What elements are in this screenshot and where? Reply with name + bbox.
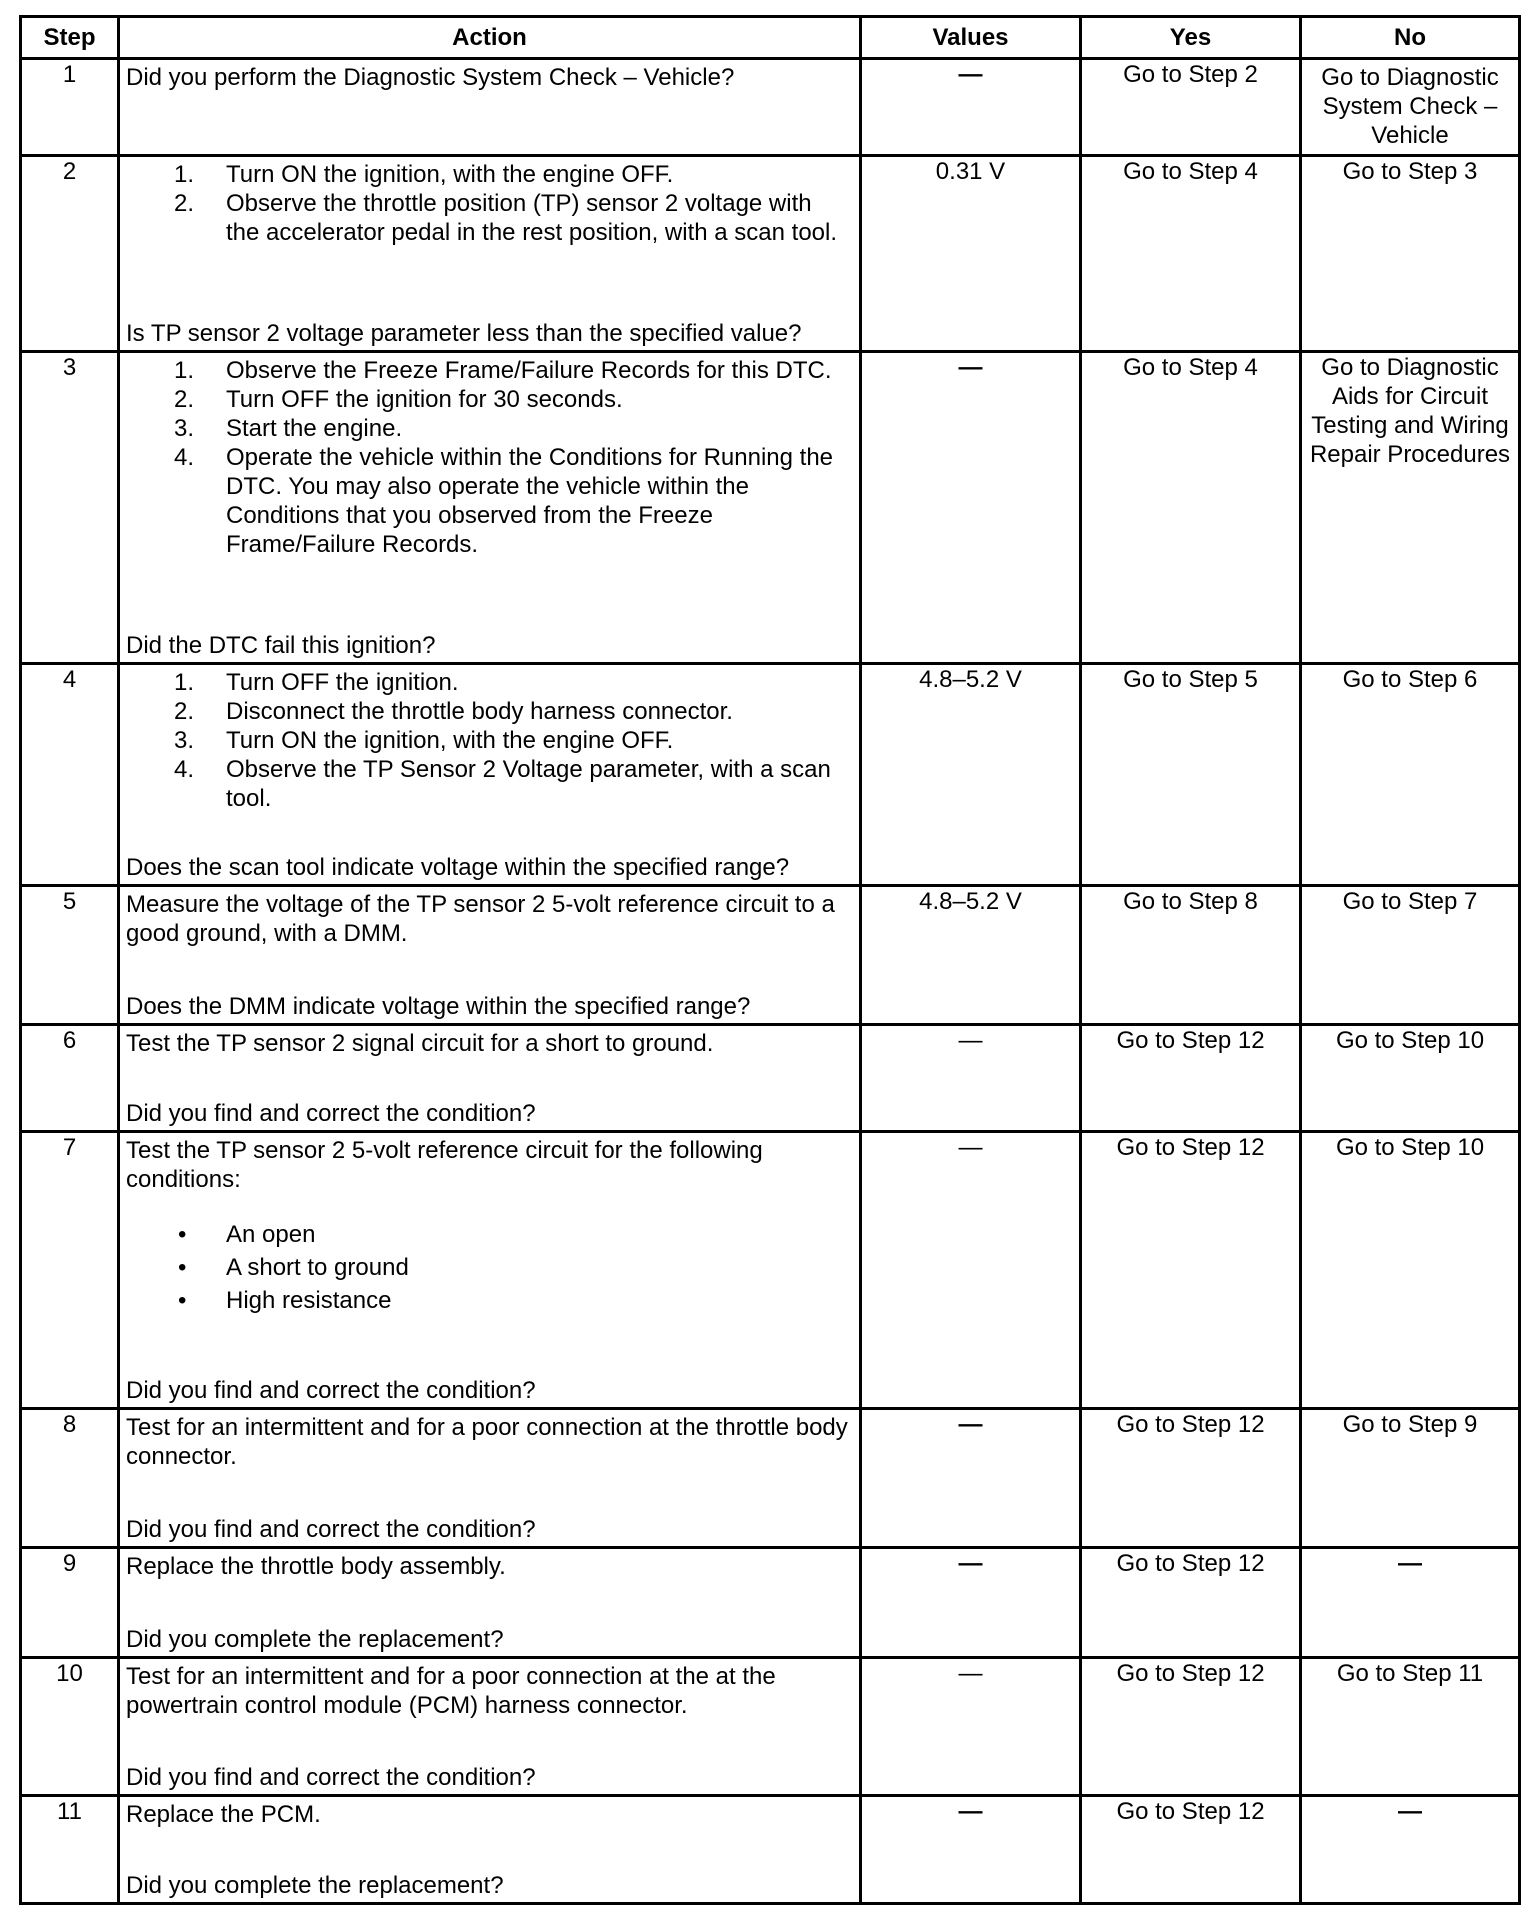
list-item: 2. Turn OFF the ignition for 30 seconds. <box>174 386 623 413</box>
header-step: Step <box>21 17 119 59</box>
step-number: 11 <box>21 1796 119 1904</box>
table-row <box>21 156 1520 352</box>
list-item: 1. Turn ON the ignition, with the engine OFF. <box>174 161 674 188</box>
action-cell <box>119 664 861 886</box>
list-item: 2. Observe the throttle position (TP) sensor 2 voltage with the accelerator pedal in the rest position, with a scan tool. <box>174 190 838 246</box>
table-row <box>21 664 1520 886</box>
step-number: 5 <box>21 886 119 1025</box>
action-cell <box>119 1025 861 1132</box>
question-text: Does the DMM indicate voltage within the specified range? <box>126 993 751 1020</box>
diagnostic-table <box>19 15 1521 1905</box>
list-item: 4. Observe the TP Sensor 2 Voltage parameter, with a scan tool. <box>174 756 831 812</box>
table-row <box>21 1025 1520 1132</box>
no-cell: Go to Step 10 <box>1301 1132 1520 1409</box>
action-text: Did you perform the Diagnostic System Check – Vehicle? <box>126 64 735 91</box>
action-cell <box>119 1548 861 1658</box>
table-row <box>21 1132 1520 1409</box>
list-item: 4. Operate the vehicle within the Conditions for Running the DTC. You may also operate the vehicle within the Conditions that you observed from the Freeze Frame/Failure Records. <box>174 444 834 558</box>
action-cell <box>119 1658 861 1796</box>
question-text: Did you find and correct the condition? <box>126 1516 536 1543</box>
value-text: — <box>958 354 983 381</box>
question-text: Did you find and correct the condition? <box>126 1377 536 1404</box>
step-number: 3 <box>21 352 119 664</box>
value-cell: — <box>861 1658 1081 1796</box>
yes-cell: Go to Step 5 <box>1081 664 1301 886</box>
step-number: 10 <box>21 1658 119 1796</box>
table-row <box>21 886 1520 1025</box>
action-text: Test for an intermittent and for a poor connection at the at the powertrain control module (PCM) harness connector. <box>126 1663 776 1719</box>
yes-cell: Go to Step 12 <box>1081 1796 1301 1904</box>
question-text: Did you complete the replacement? <box>126 1626 504 1653</box>
list-item: 2. Disconnect the throttle body harness connector. <box>174 698 733 725</box>
yes-cell: Go to Step 8 <box>1081 886 1301 1025</box>
step-number: 7 <box>21 1132 119 1409</box>
header-values: Values <box>861 17 1081 59</box>
value-cell <box>861 1548 1081 1658</box>
list-item: 1. Turn OFF the ignition. <box>174 669 459 696</box>
yes-cell: Go to Step 12 <box>1081 1548 1301 1658</box>
action-cell <box>119 352 861 664</box>
table-row <box>21 1658 1520 1796</box>
step-list <box>126 356 851 559</box>
no-cell <box>1301 1796 1520 1904</box>
header-no: No <box>1301 17 1520 59</box>
value-cell: 0.31 V <box>861 156 1081 352</box>
yes-cell: Go to Step 12 <box>1081 1658 1301 1796</box>
value-cell <box>861 352 1081 664</box>
action-text: Measure the voltage of the TP sensor 2 5-volt reference circuit to a good ground, with a DMM. <box>126 891 835 947</box>
action-cell <box>119 59 861 156</box>
table-row <box>21 352 1520 664</box>
list-item: 1. Observe the Freeze Frame/Failure Records for this DTC. <box>174 357 832 384</box>
action-cell <box>119 156 861 352</box>
header-row <box>21 17 1520 59</box>
question-text: Did you find and correct the condition? <box>126 1764 536 1791</box>
value-cell: — <box>861 1132 1081 1409</box>
header-action: Action <box>119 17 861 59</box>
question-text: Did you find and correct the condition? <box>126 1100 536 1127</box>
action-text: Replace the PCM. <box>126 1801 321 1828</box>
no-cell: Go to Step 10 <box>1301 1025 1520 1132</box>
action-text: Test the TP sensor 2 signal circuit for a short to ground. <box>126 1030 714 1057</box>
no-cell: Go to Step 6 <box>1301 664 1520 886</box>
action-text: Replace the throttle body assembly. <box>126 1553 506 1580</box>
question-text: Is TP sensor 2 voltage parameter less than the specified value? <box>126 320 802 347</box>
step-number: 9 <box>21 1548 119 1658</box>
value-cell: 4.8–5.2 V <box>861 886 1081 1025</box>
table-row <box>21 1409 1520 1548</box>
value-cell <box>861 1409 1081 1548</box>
action-cell <box>119 1409 861 1548</box>
no-text: — <box>1398 1550 1422 1577</box>
step-list <box>126 668 851 813</box>
no-cell: Go to Diagnostic Aids for Circuit Testing and Wiring Repair Procedures <box>1301 352 1520 664</box>
yes-cell: Go to Step 12 <box>1081 1025 1301 1132</box>
no-cell: Go to Step 11 <box>1301 1658 1520 1796</box>
action-text: Test the TP sensor 2 5-volt reference circuit for the following conditions: <box>126 1137 763 1193</box>
list-item: 3. Start the engine. <box>174 415 403 442</box>
value-cell <box>861 59 1081 156</box>
step-list <box>126 160 851 247</box>
action-cell <box>119 1132 861 1409</box>
yes-cell: Go to Step 2 <box>1081 59 1301 156</box>
no-cell: Go to Step 7 <box>1301 886 1520 1025</box>
no-cell: Go to Diagnostic System Check – Vehicle <box>1301 59 1520 156</box>
value-text: — <box>958 1798 983 1825</box>
list-item: 3. Turn ON the ignition, with the engine OFF. <box>174 727 674 754</box>
action-cell <box>119 886 861 1025</box>
condition-list <box>126 1218 851 1317</box>
no-cell: Go to Step 9 <box>1301 1409 1520 1548</box>
action-cell <box>119 1796 861 1904</box>
table-row <box>21 59 1520 156</box>
question-text: Did you complete the replacement? <box>126 1872 504 1899</box>
step-number: 8 <box>21 1409 119 1548</box>
value-text: — <box>958 61 983 88</box>
question-text: Did the DTC fail this ignition? <box>126 632 436 659</box>
yes-cell: Go to Step 12 <box>1081 1409 1301 1548</box>
action-text: Test for an intermittent and for a poor connection at the throttle body connector. <box>126 1414 848 1470</box>
value-cell <box>861 1796 1081 1904</box>
no-cell: Go to Step 3 <box>1301 156 1520 352</box>
no-cell <box>1301 1548 1520 1658</box>
table-row <box>21 1796 1520 1904</box>
value-cell: — <box>861 1025 1081 1132</box>
step-number: 6 <box>21 1025 119 1132</box>
header-yes: Yes <box>1081 17 1301 59</box>
list-item: • An open <box>178 1221 316 1248</box>
list-item: • High resistance <box>178 1287 392 1314</box>
step-number: 1 <box>21 59 119 156</box>
step-number: 2 <box>21 156 119 352</box>
table-row <box>21 1548 1520 1658</box>
value-text: — <box>958 1411 983 1438</box>
yes-cell: Go to Step 12 <box>1081 1132 1301 1409</box>
yes-cell: Go to Step 4 <box>1081 156 1301 352</box>
no-text: — <box>1398 1798 1422 1825</box>
question-text: Does the scan tool indicate voltage within the specified range? <box>126 854 790 881</box>
value-cell: 4.8–5.2 V <box>861 664 1081 886</box>
step-number: 4 <box>21 664 119 886</box>
list-item: • A short to ground <box>178 1254 409 1281</box>
value-text: — <box>958 1550 983 1577</box>
yes-cell: Go to Step 4 <box>1081 352 1301 664</box>
